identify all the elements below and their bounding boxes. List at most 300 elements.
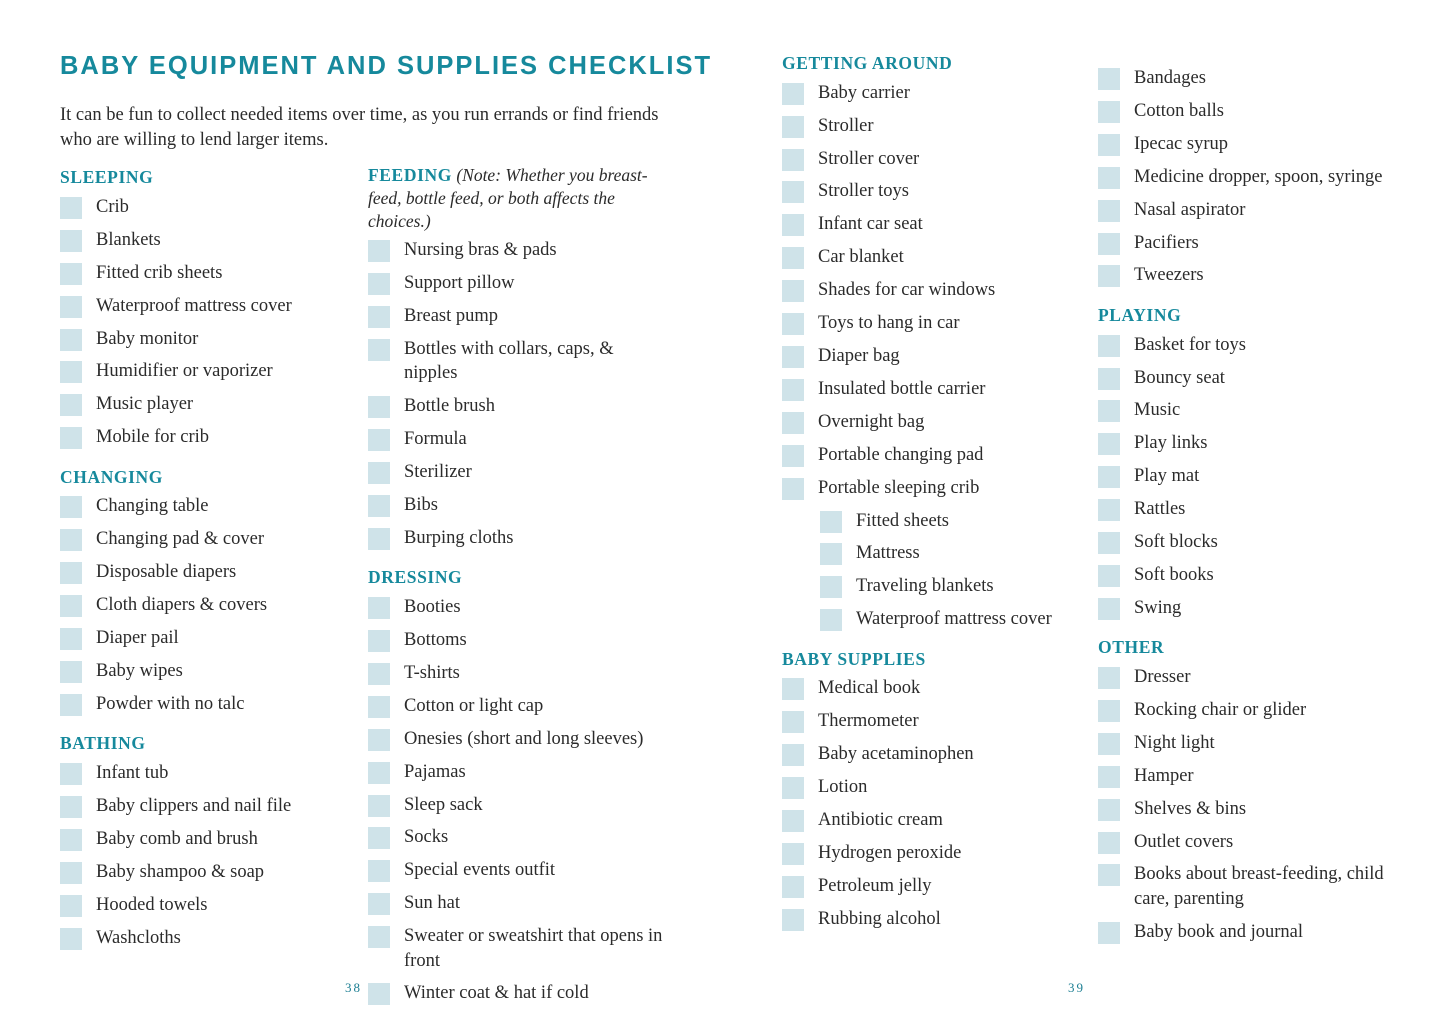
checkbox-icon[interactable] xyxy=(782,876,804,898)
checklist-item[interactable] xyxy=(60,593,360,617)
checklist-item[interactable] xyxy=(60,494,360,518)
checklist-item-label: Disposable diapers xyxy=(96,562,237,583)
checklist-item-label: Music player xyxy=(96,394,194,415)
checklist-item[interactable] xyxy=(1098,665,1418,689)
checkbox-icon[interactable] xyxy=(782,247,804,269)
checklist-item-label: Baby book and journal xyxy=(1134,921,1304,942)
checklist-item-label: Rattles xyxy=(1134,499,1186,520)
checklist-item[interactable] xyxy=(60,228,360,252)
checklist-item[interactable] xyxy=(60,893,360,917)
checklist-item[interactable] xyxy=(782,709,1084,733)
checkbox-icon[interactable] xyxy=(60,296,82,318)
checklist-item[interactable] xyxy=(368,981,668,1005)
checklist-item[interactable] xyxy=(782,212,1084,236)
checkbox-icon[interactable] xyxy=(60,562,82,584)
section-heading-feeding xyxy=(368,164,668,232)
checklist-item[interactable] xyxy=(368,595,668,619)
checkbox-icon[interactable] xyxy=(782,149,804,171)
checkbox-icon[interactable] xyxy=(1098,200,1120,222)
checklist-item[interactable] xyxy=(368,394,668,418)
checkbox-icon[interactable] xyxy=(1098,532,1120,554)
checkbox-icon[interactable] xyxy=(368,729,390,751)
column-3 xyxy=(782,52,1084,940)
checklist-item[interactable] xyxy=(782,808,1084,832)
checkbox-icon[interactable] xyxy=(60,694,82,716)
checklist-item[interactable] xyxy=(782,311,1084,335)
section-heading-label: OTHER xyxy=(1098,637,1165,658)
checkbox-icon[interactable] xyxy=(1098,598,1120,620)
checklist-item-label: Overnight bag xyxy=(818,411,925,432)
checklist-item[interactable] xyxy=(820,607,1084,631)
checklist-item[interactable] xyxy=(782,377,1084,401)
checklist-item-label: Powder with no talc xyxy=(96,693,245,714)
checklist-item[interactable] xyxy=(1098,830,1418,854)
checklist-item-label: Bottle brush xyxy=(404,396,495,417)
checklist-item-label: Diaper bag xyxy=(818,346,900,366)
checklist-item-label: Lotion xyxy=(818,777,868,798)
checkbox-icon[interactable] xyxy=(368,429,390,451)
checklist-item-label: Sleep sack xyxy=(404,794,483,815)
intro-paragraph: It can be fun to collect needed items over time, as you run errands or find friends who are willing to lend larger items. xyxy=(60,105,659,150)
checklist-item-label: Hamper xyxy=(1134,765,1194,786)
checklist-item[interactable] xyxy=(368,858,668,882)
checkbox-icon[interactable] xyxy=(782,214,804,236)
checklist-item[interactable] xyxy=(1098,764,1418,788)
checklist-item[interactable] xyxy=(60,926,360,950)
checklist-item-label: Rocking chair or glider xyxy=(1134,699,1307,720)
checklist-item-label: Mobile for crib xyxy=(96,427,210,448)
checklist-item[interactable] xyxy=(368,493,668,517)
checklist-item[interactable] xyxy=(60,761,360,785)
checklist-item-label: Shades for car windows xyxy=(818,280,996,301)
checklist-item[interactable] xyxy=(782,476,1084,500)
checkbox-icon[interactable] xyxy=(368,860,390,882)
checkbox-icon[interactable] xyxy=(60,862,82,884)
checklist-item-label: Waterproof mattress cover xyxy=(96,295,292,316)
checkbox-icon[interactable] xyxy=(1098,233,1120,255)
column-2 xyxy=(368,52,668,1014)
checkbox-icon[interactable] xyxy=(368,926,390,948)
checkbox-icon[interactable] xyxy=(368,983,390,1005)
checklist-item-label: Formula xyxy=(404,429,467,450)
checkbox-icon[interactable] xyxy=(1098,68,1120,90)
checklist-item[interactable] xyxy=(1098,333,1418,357)
checklist-item-label: Diaper pail xyxy=(96,628,179,649)
page-number-left xyxy=(345,978,362,996)
checklist-item-label: Infant tub xyxy=(96,763,169,784)
column-4 xyxy=(1098,52,1418,953)
checklist-item[interactable] xyxy=(60,294,360,318)
checklist-item[interactable] xyxy=(782,179,1084,203)
checklist-item-label: Baby monitor xyxy=(96,328,199,349)
checklist-item[interactable] xyxy=(782,775,1084,799)
checklist-item[interactable] xyxy=(1098,231,1418,255)
checklist-item-label: Toys to hang in car xyxy=(818,313,960,334)
checklist-item-label: Swing xyxy=(1134,597,1182,618)
checklist-item[interactable] xyxy=(1098,66,1418,90)
page-title: BABY EQUIPMENT AND SUPPLIES CHECKLIST xyxy=(60,52,713,80)
checklist-item-label: Play mat xyxy=(1134,466,1200,487)
checklist-item-label: Sweater or sweatshirt that opens in front xyxy=(404,926,663,971)
checklist-item-label: Booties xyxy=(404,597,461,618)
checklist-item[interactable] xyxy=(368,727,668,751)
checklist-item[interactable] xyxy=(782,742,1084,766)
checklist-item-label: Car blanket xyxy=(818,247,904,268)
checklist-item[interactable] xyxy=(60,392,360,416)
checklist-item-label: Nursing bras & pads xyxy=(404,240,557,261)
checkbox-icon[interactable] xyxy=(782,744,804,766)
checkbox-icon[interactable] xyxy=(368,240,390,262)
checklist-item-label: Cotton or light cap xyxy=(404,695,544,716)
checklist-item-label: Changing table xyxy=(96,496,209,517)
checklist-item-label: Bibs xyxy=(404,495,438,515)
checklist-item[interactable] xyxy=(782,114,1084,138)
checkbox-icon[interactable] xyxy=(368,827,390,849)
checklist-item-label: Cloth diapers & covers xyxy=(96,595,268,616)
checkbox-icon[interactable] xyxy=(1098,766,1120,788)
checklist-item[interactable] xyxy=(368,628,668,652)
section-heading-note: (Note: Whether you breast-feed, bottle feed, or both affects the choices.) xyxy=(368,165,648,231)
checkbox-icon[interactable] xyxy=(782,346,804,368)
checklist-item-label: Insulated bottle carrier xyxy=(818,378,986,399)
checklist-item[interactable] xyxy=(368,337,668,386)
checkbox-icon[interactable] xyxy=(60,529,82,551)
checklist-items xyxy=(60,195,360,450)
checkbox-icon[interactable] xyxy=(782,379,804,401)
checkbox-icon[interactable] xyxy=(1098,832,1120,854)
checkbox-icon[interactable] xyxy=(820,576,842,598)
checklist-item-label: Outlet covers xyxy=(1134,831,1234,852)
checkbox-icon[interactable] xyxy=(60,427,82,449)
checkbox-icon[interactable] xyxy=(368,273,390,295)
checklist-item-label: Winter coat & hat if cold xyxy=(404,983,589,1004)
checkbox-icon[interactable] xyxy=(1098,700,1120,722)
checklist-item-label: Socks xyxy=(404,827,449,848)
checklist-item-label: Bouncy seat xyxy=(1134,367,1225,388)
checklist-item[interactable] xyxy=(782,443,1084,467)
checkbox-icon[interactable] xyxy=(1098,335,1120,357)
checklist-item-label: Ipecac syrup xyxy=(1134,133,1228,154)
checkbox-icon[interactable] xyxy=(368,795,390,817)
checkbox-icon[interactable] xyxy=(1098,400,1120,422)
checklist-item[interactable] xyxy=(368,526,668,550)
checklist-item-label: Baby comb and brush xyxy=(96,828,258,849)
checklist-item-label: Changing pad & cover xyxy=(96,529,264,550)
checklist-item-label: Rubbing alcohol xyxy=(818,908,941,929)
checklist-item-label: Special events outfit xyxy=(404,860,556,881)
checkbox-icon[interactable] xyxy=(1098,733,1120,755)
checkbox-icon[interactable] xyxy=(60,394,82,416)
checklist-item[interactable] xyxy=(60,195,360,219)
checkbox-icon[interactable] xyxy=(782,777,804,799)
checkbox-icon[interactable] xyxy=(1098,922,1120,944)
checkbox-icon[interactable] xyxy=(820,609,842,631)
checkbox-icon[interactable] xyxy=(60,197,82,219)
checklist-item[interactable] xyxy=(782,278,1084,302)
checkbox-icon[interactable] xyxy=(1098,667,1120,689)
checklist-item[interactable] xyxy=(368,760,668,784)
checkbox-icon[interactable] xyxy=(1098,433,1120,455)
checklist-item[interactable] xyxy=(1098,563,1418,587)
checklist-items xyxy=(368,238,668,550)
checkbox-icon[interactable] xyxy=(368,495,390,517)
checkbox-icon[interactable] xyxy=(782,412,804,434)
checklist-item[interactable] xyxy=(368,304,668,328)
section-heading-label: DRESSING xyxy=(368,567,463,588)
checklist-item[interactable] xyxy=(368,694,668,718)
section-heading-dressing xyxy=(368,566,668,589)
checklist-item[interactable] xyxy=(60,827,360,851)
checkbox-icon[interactable] xyxy=(782,313,804,335)
checklist-item[interactable] xyxy=(1098,920,1418,944)
checklist-items xyxy=(60,494,360,716)
checkbox-icon[interactable] xyxy=(782,280,804,302)
checklist-items xyxy=(368,595,668,1006)
checkbox-icon[interactable] xyxy=(1098,499,1120,521)
checklist-item-label: Soft blocks xyxy=(1134,532,1218,553)
checklist-items xyxy=(782,81,1084,632)
checklist-item[interactable] xyxy=(60,359,360,383)
checkbox-icon[interactable] xyxy=(1098,134,1120,156)
column-2-spacer xyxy=(368,52,668,164)
checkbox-icon[interactable] xyxy=(60,829,82,851)
checklist-item-label: Cotton balls xyxy=(1134,100,1224,121)
checkbox-icon[interactable] xyxy=(60,895,82,917)
checklist-item-label: Support pillow xyxy=(404,273,515,294)
checklist-item-label: Hydrogen peroxide xyxy=(818,842,962,863)
checklist-item[interactable] xyxy=(1098,530,1418,554)
checkbox-icon[interactable] xyxy=(368,893,390,915)
checkbox-icon[interactable] xyxy=(368,696,390,718)
column-4-sections xyxy=(1098,66,1418,944)
checkbox-icon[interactable] xyxy=(60,796,82,818)
checkbox-icon[interactable] xyxy=(368,597,390,619)
checkbox-icon[interactable] xyxy=(60,329,82,351)
checklist-item-label: Pacifiers xyxy=(1134,232,1199,253)
checklist-item-label: Bottles with collars, caps, & nipples xyxy=(404,338,614,384)
checkbox-icon[interactable] xyxy=(1098,265,1120,287)
checklist-item[interactable] xyxy=(782,676,1084,700)
checklist-item-label: Soft books xyxy=(1134,564,1214,585)
checkbox-icon[interactable] xyxy=(368,762,390,784)
checkbox-icon[interactable] xyxy=(60,928,82,950)
checklist-item[interactable] xyxy=(368,271,668,295)
checkbox-icon[interactable] xyxy=(60,263,82,285)
checklist-item[interactable] xyxy=(368,793,668,817)
section-heading-label: BATHING xyxy=(60,733,146,754)
checklist-items xyxy=(1098,665,1418,944)
checklist-item[interactable] xyxy=(60,425,360,449)
checklist-item[interactable] xyxy=(782,410,1084,434)
checklist-item-label: Baby shampoo & soap xyxy=(96,861,265,882)
checklist-item[interactable] xyxy=(60,327,360,351)
checkbox-icon[interactable] xyxy=(60,496,82,518)
checklist-item-label: Baby clippers and nail file xyxy=(96,795,292,816)
checkbox-icon[interactable] xyxy=(782,116,804,138)
checklist-item-label: Sun hat xyxy=(404,893,461,914)
checkbox-icon[interactable] xyxy=(782,181,804,203)
checklist-item[interactable] xyxy=(60,860,360,884)
checkbox-icon[interactable] xyxy=(60,763,82,785)
checklist-item-label: Dresser xyxy=(1134,667,1191,687)
checklist-item[interactable] xyxy=(1098,99,1418,123)
checkbox-icon[interactable] xyxy=(368,396,390,418)
section-heading-label: FEEDING xyxy=(368,165,452,185)
checklist-item[interactable] xyxy=(782,907,1084,931)
checklist-item[interactable] xyxy=(1098,464,1418,488)
page-number-right-value: 39 xyxy=(1068,980,1085,995)
checklist-item[interactable] xyxy=(368,661,668,685)
checklist-items xyxy=(1098,333,1418,621)
checklist-item-label: Washcloths xyxy=(96,927,181,948)
checklist-item[interactable] xyxy=(782,81,1084,105)
checkbox-icon[interactable] xyxy=(368,663,390,685)
checkbox-icon[interactable] xyxy=(782,478,804,500)
checklist-item-label: Baby carrier xyxy=(818,82,910,103)
column-3-sections xyxy=(782,52,1084,931)
checklist-item-label: Fitted crib sheets xyxy=(96,262,223,283)
checkbox-icon[interactable] xyxy=(1098,101,1120,123)
checklist-item[interactable] xyxy=(1098,862,1418,911)
checklist-item[interactable] xyxy=(60,794,360,818)
checklist-item[interactable] xyxy=(1098,263,1418,287)
checklist-item[interactable] xyxy=(1098,132,1418,156)
section-heading-label: PLAYING xyxy=(1098,304,1182,325)
checklist-item[interactable] xyxy=(1098,366,1418,390)
checkbox-icon[interactable] xyxy=(820,543,842,565)
checklist-item-label: Bandages xyxy=(1134,68,1206,88)
checklist-item-label: Blankets xyxy=(96,229,161,250)
checklist-item[interactable] xyxy=(782,147,1084,171)
checklist-item[interactable] xyxy=(368,891,668,915)
checkbox-icon[interactable] xyxy=(368,462,390,484)
checkbox-icon[interactable] xyxy=(1098,799,1120,821)
checklist-item[interactable] xyxy=(820,541,1084,565)
column-2-sections xyxy=(368,164,668,1006)
checklist-item-label: Hooded towels xyxy=(96,894,208,915)
section-heading-sleeping xyxy=(60,166,360,189)
checklist-item-label: Infant car seat xyxy=(818,214,923,235)
checklist-item[interactable] xyxy=(1098,497,1418,521)
checklist-item[interactable] xyxy=(60,527,360,551)
checklist-item[interactable] xyxy=(368,825,668,849)
checklist-item[interactable] xyxy=(782,245,1084,269)
checklist-item[interactable] xyxy=(820,574,1084,598)
checklist-item[interactable] xyxy=(1098,198,1418,222)
checkbox-icon[interactable] xyxy=(782,711,804,733)
checklist-item-label: Portable changing pad xyxy=(818,444,984,465)
checkbox-icon[interactable] xyxy=(782,843,804,865)
checklist-item[interactable] xyxy=(782,344,1084,368)
checklist-item[interactable] xyxy=(1098,431,1418,455)
checklist-item-label: Crib xyxy=(96,196,129,217)
checklist-item[interactable] xyxy=(60,560,360,584)
checklist-items xyxy=(1098,66,1418,288)
checklist-item-label: Stroller xyxy=(818,115,874,136)
checklist-item[interactable] xyxy=(368,460,668,484)
checklist-item-label: Basket for toys xyxy=(1134,334,1247,355)
checklist-item[interactable] xyxy=(60,692,360,716)
checkbox-icon[interactable] xyxy=(1098,466,1120,488)
checklist-item-label: Nasal aspirator xyxy=(1134,199,1246,220)
checklist-item[interactable] xyxy=(60,659,360,683)
checklist-item-label: Baby wipes xyxy=(96,660,183,681)
checklist-item[interactable] xyxy=(1098,698,1418,722)
checklist-item[interactable] xyxy=(1098,596,1418,620)
checklist-item-label: Fitted sheets xyxy=(856,510,950,531)
checkbox-icon[interactable] xyxy=(60,361,82,383)
checkbox-icon[interactable] xyxy=(368,339,390,361)
checklist-item[interactable] xyxy=(368,427,668,451)
checkbox-icon[interactable] xyxy=(368,306,390,328)
checklist-item[interactable] xyxy=(60,261,360,285)
column-4-spacer xyxy=(1098,52,1418,66)
page-number-right xyxy=(1068,978,1085,996)
checkbox-icon[interactable] xyxy=(60,661,82,683)
checkbox-icon[interactable] xyxy=(782,83,804,105)
checklist-item[interactable] xyxy=(1098,165,1418,189)
checkbox-icon[interactable] xyxy=(782,810,804,832)
checkbox-icon[interactable] xyxy=(60,595,82,617)
checklist-item-label: Tweezers xyxy=(1134,265,1204,286)
checklist-item[interactable] xyxy=(820,509,1084,533)
checklist-item-label: Bottoms xyxy=(404,629,467,650)
checklist-item[interactable] xyxy=(1098,731,1418,755)
checklist-item-label: Music xyxy=(1134,400,1181,421)
checklist-item-label: Thermometer xyxy=(818,711,919,732)
checklist-item[interactable] xyxy=(782,874,1084,898)
checkbox-icon[interactable] xyxy=(1098,864,1120,886)
checklist-item-label: Mattress xyxy=(856,543,920,564)
checkbox-icon[interactable] xyxy=(782,678,804,700)
checklist-item-label: Medical book xyxy=(818,678,921,699)
section-heading-bathing xyxy=(60,732,360,755)
checklist-item-label: Portable sleeping crib xyxy=(818,477,980,498)
checkbox-icon[interactable] xyxy=(368,630,390,652)
checklist-item-label: Shelves & bins xyxy=(1134,798,1247,819)
checklist-item-label: Play links xyxy=(1134,433,1208,454)
checkbox-icon[interactable] xyxy=(1098,167,1120,189)
checkbox-icon[interactable] xyxy=(1098,368,1120,390)
checklist-item[interactable] xyxy=(1098,398,1418,422)
checklist-item-label: Books about breast-feeding, child care, parenting xyxy=(1134,864,1384,909)
checklist-item-label: Burping cloths xyxy=(404,527,514,548)
checklist-item[interactable] xyxy=(60,626,360,650)
checkbox-icon[interactable] xyxy=(60,230,82,252)
checklist-item-label: Antibiotic cream xyxy=(818,810,943,831)
checkbox-icon[interactable] xyxy=(820,511,842,533)
section-heading-label: SLEEPING xyxy=(60,167,154,188)
checklist-item[interactable] xyxy=(782,841,1084,865)
section-heading-getting-around xyxy=(782,52,1084,75)
checklist-item-label: Night light xyxy=(1134,732,1215,753)
checklist-item[interactable] xyxy=(1098,797,1418,821)
checklist-item-label: Pajamas xyxy=(404,761,466,782)
checkbox-icon[interactable] xyxy=(782,445,804,467)
checklist-items xyxy=(60,761,360,950)
checklist-item-label: Humidifier or vaporizer xyxy=(96,361,273,382)
checkbox-icon[interactable] xyxy=(368,528,390,550)
checklist-item-label: Sterilizer xyxy=(404,462,472,483)
section-heading-changing xyxy=(60,466,360,489)
checklist-item-label: Petroleum jelly xyxy=(818,875,932,896)
checklist-item[interactable] xyxy=(368,238,668,262)
checkbox-icon[interactable] xyxy=(782,909,804,931)
checkbox-icon[interactable] xyxy=(1098,565,1120,587)
checkbox-icon[interactable] xyxy=(60,628,82,650)
checklist-item-label: Onesies (short and long sleeves) xyxy=(404,728,644,749)
checklist-item[interactable] xyxy=(368,924,668,973)
